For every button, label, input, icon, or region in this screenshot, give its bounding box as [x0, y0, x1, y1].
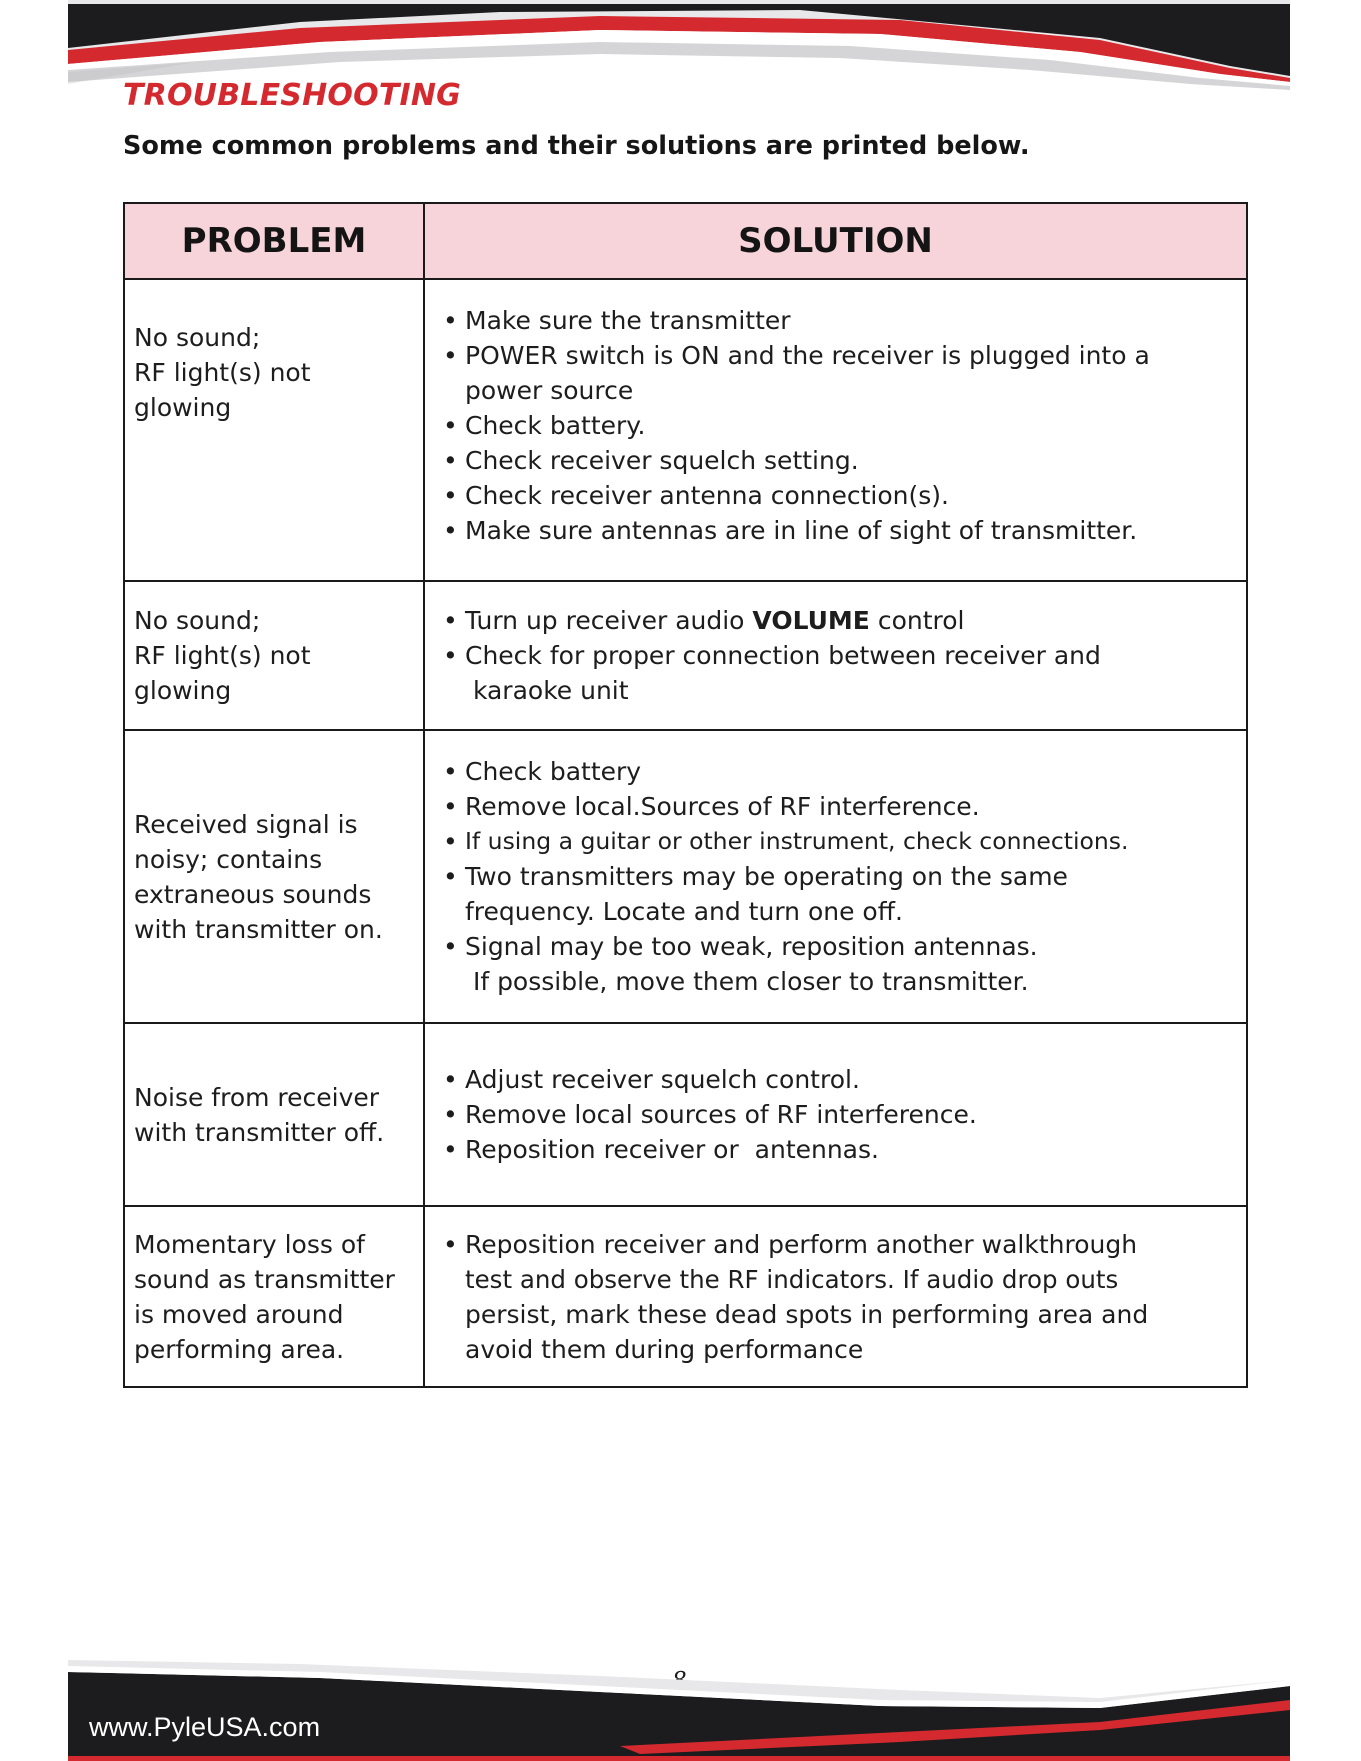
- problem-line: RF light(s) not: [134, 641, 311, 670]
- solution-item: [443, 338, 1238, 408]
- footer-swoosh: [0, 1650, 1361, 1761]
- solution-item: [443, 638, 1238, 708]
- solution-line: • Check battery: [465, 757, 642, 786]
- solution-cell: [424, 279, 1247, 581]
- problem-cell: [124, 730, 424, 1023]
- table-row: [124, 581, 1247, 730]
- solution-item: [443, 929, 1238, 999]
- solution-line: persist, mark these dead spots in performing area and: [465, 1299, 1149, 1329]
- problem-line: sound as transmitter: [134, 1264, 395, 1294]
- problem-line: with transmitter off.: [134, 1117, 385, 1147]
- solution-cell: [424, 730, 1247, 1023]
- solution-line: • Reposition receiver or antennas.: [465, 1135, 879, 1164]
- problem-line: extraneous sounds: [134, 879, 372, 909]
- intro-text: Some common problems and their solutions are printed below.: [123, 131, 1030, 161]
- solution-line: • Check battery.: [465, 411, 646, 440]
- solution-item: [443, 443, 1238, 478]
- solution-line: [465, 603, 1238, 638]
- solution-line: • POWER switch is ON and the receiver is plugged into a: [465, 341, 1150, 370]
- solution-line: • Reposition receiver and perform another walkthrough: [465, 1229, 1138, 1259]
- solution-item: [443, 1227, 1238, 1367]
- solution-line: frequency. Locate and turn one off.: [465, 897, 903, 926]
- solution-line: • Two transmitters may be operating on the same: [465, 862, 1068, 891]
- problem-line: Received signal is: [134, 809, 358, 839]
- solution-item: [443, 478, 1238, 513]
- solution-line: • Signal may be too weak, reposition antennas.: [465, 932, 1038, 961]
- problem-line: performing area.: [134, 1334, 345, 1364]
- solution-item: [443, 824, 1238, 859]
- volume-keyword: VOLUME: [752, 606, 870, 635]
- problem-cell: [124, 1023, 424, 1206]
- problem-line: RF light(s) not: [134, 358, 311, 387]
- problem-cell: [124, 581, 424, 730]
- solution-line: • Remove local.Sources of RF interference.: [465, 792, 980, 821]
- solution-text: control: [869, 606, 965, 635]
- solution-item: [443, 789, 1238, 824]
- section-title: TROUBLESHOOTING: [123, 78, 461, 113]
- solution-cell: [424, 1023, 1247, 1206]
- solution-line: • Make sure the transmitter: [465, 306, 791, 335]
- solution-column-header: SOLUTION: [424, 203, 1247, 279]
- website-url[interactable]: www.PyleUSA.com: [89, 1712, 321, 1742]
- solution-item: [443, 303, 1238, 338]
- solution-line: • Adjust receiver squelch control.: [465, 1065, 860, 1094]
- solution-item: [443, 754, 1238, 789]
- solution-line: • Make sure antennas are in line of sight of transmitter.: [465, 516, 1138, 545]
- solution-item: [443, 513, 1238, 548]
- problem-line: with transmitter on.: [134, 914, 383, 944]
- solution-item: [443, 408, 1238, 443]
- table-row: [124, 1023, 1247, 1206]
- problem-line: glowing: [134, 393, 232, 422]
- solution-line: avoid them during performance: [465, 1334, 864, 1364]
- table-header-row: [124, 203, 1247, 279]
- solution-item: [443, 1132, 1238, 1167]
- solution-line: • Check receiver squelch setting.: [465, 446, 859, 475]
- solution-line: karaoke unit: [465, 676, 629, 705]
- problem-cell: [124, 1206, 424, 1387]
- solution-line: test and observe the RF indicators. If audio drop outs: [465, 1264, 1119, 1294]
- problem-line: Momentary loss of: [134, 1229, 365, 1259]
- problem-line: No sound;: [134, 606, 261, 635]
- problem-line: glowing: [134, 676, 232, 705]
- solution-item: [443, 603, 1238, 638]
- problem-line: is moved around: [134, 1299, 344, 1329]
- solution-line: • If using a guitar or other instrument, check connections.: [465, 827, 1129, 855]
- solution-line: • Check receiver antenna connection(s).: [465, 481, 949, 510]
- solution-item: [443, 1097, 1238, 1132]
- troubleshooting-table: [123, 202, 1248, 1388]
- solution-item: [443, 859, 1238, 929]
- problem-line: noisy; contains: [134, 844, 323, 874]
- problem-cell: [124, 279, 424, 581]
- table-row: [124, 1206, 1247, 1387]
- solution-text: Turn up receiver audio: [465, 606, 753, 635]
- solution-line: power source: [465, 376, 634, 405]
- solution-cell: [424, 581, 1247, 730]
- table-row: [124, 730, 1247, 1023]
- solution-item: [443, 1062, 1238, 1097]
- solution-line: If possible, move them closer to transmitter.: [465, 967, 1029, 996]
- solution-line: • Remove local sources of RF interference.: [465, 1100, 977, 1129]
- problem-column-header: PROBLEM: [124, 203, 424, 279]
- problem-line: Noise from receiver: [134, 1082, 380, 1112]
- solution-line: • Check for proper connection between receiver and: [465, 641, 1101, 670]
- solution-cell: [424, 1206, 1247, 1387]
- table-row: [124, 279, 1247, 581]
- problem-line: No sound;: [134, 323, 261, 352]
